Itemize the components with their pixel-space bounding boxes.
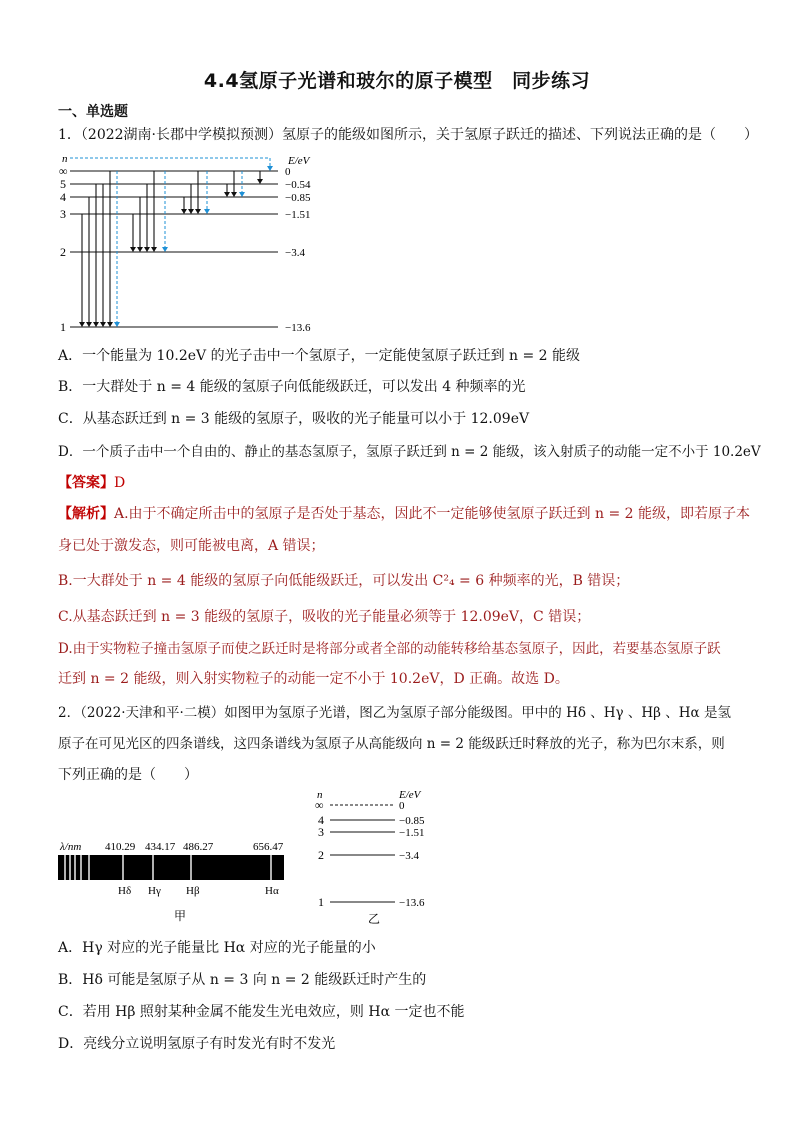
answer-value: D: [114, 475, 126, 491]
analysis-label: 【解析】: [58, 506, 114, 522]
q2-option-b: B．Hδ 可能是氢原子从 n = 3 向 n = 2 能级跃迁时产生的: [58, 972, 427, 988]
page-title: 4.4氢原子光谱和玻尔的原子模型 同步练习: [203, 70, 591, 92]
q2-energy-label-1: −13.6: [399, 897, 425, 909]
section-heading: 一、单选题: [58, 104, 128, 120]
q2-stem-line-2: 原子在可见光区的四条谱线，这四条谱线为氢原子从高能级向 n = 2 能级跃迁时释放的光子，称为巴尔末系，则: [58, 736, 725, 752]
q2-hydrogen-spectrum: [56, 835, 296, 925]
q1-analysis-line-5: D.由于实物粒子撞击氢原子而使之跃迁时是将部分或者全部的动能转移给基态氢原子，因此，若要基态氢原子跃: [58, 641, 721, 657]
q1-energy-label-3: −1.51: [285, 209, 311, 221]
spectrum-band: [58, 855, 284, 880]
q1-analysis-line-1: [58, 503, 750, 523]
q1-level-label-inf: ∞: [59, 164, 68, 178]
q2-e-header: E/eV: [399, 789, 421, 801]
q1-option-d: D．一个质子击中一个自由的、静止的基态氢原子，氢原子跃迁到 n = 2 能级，该入射质子的动能一定不小于 10.2eV: [58, 444, 761, 460]
q2-level-lines: [330, 820, 395, 902]
q1-level-label-2: 2: [60, 245, 66, 259]
q1-analysis-line-4: C.从基态跃迁到 n = 3 能级的氢原子，吸收的光子能量必须等于 12.09eV，C 错误；: [58, 609, 591, 625]
q1-answer: [58, 472, 125, 492]
q2-option-a: A．Hγ 对应的光子能量比 Hα 对应的光子能量的小: [58, 940, 376, 956]
spectrum-wavelength-hdelta: 410.29: [105, 841, 136, 853]
q2-diagram-caption: 乙: [368, 912, 381, 926]
spectrum-line-hgamma: Hγ: [148, 885, 161, 897]
q1-analysis-line-2: 身已处于激发态，则可能被电离，A 错误；: [58, 538, 325, 554]
q1-energy-label-5: −0.54: [285, 179, 311, 191]
answer-label: 【答案】: [58, 475, 114, 491]
q2-stem-line-1: 2．（2022·天津和平·二模）如图甲为氢原子光谱，图乙为氢原子部分能级图。甲中的 Hδ 、Hγ 、Hβ 、Hα 是氢: [58, 705, 731, 721]
q2-energy-label-inf: 0: [399, 800, 405, 812]
q2-level-label-3: 3: [318, 825, 324, 839]
spectrum-wavelength-halpha: 656.47: [253, 841, 284, 853]
spectrum-unit: λ/nm: [60, 841, 82, 853]
q1-arrowheads: [79, 179, 263, 327]
q2-option-c: C．若用 Hβ 照射某种金属不能发生光电效应，则 Hα 一定也不能: [58, 1004, 465, 1020]
q2-energy-level-diagram: [313, 786, 463, 926]
q1-level-label-4: 4: [60, 190, 66, 204]
spectrum-wavelength-hgamma: 434.17: [145, 841, 176, 853]
q2-level-label-2: 2: [318, 848, 324, 862]
q1-dashed-lines: [70, 158, 270, 324]
q1-analysis-line-3: B.一大群处于 n = 4 能级的氢原子向低能级跃迁，可以发出 C²₄ = 6 种频率的光，B 错误；: [58, 573, 630, 589]
q1-e-header: E/eV: [288, 155, 310, 167]
q1-dashed-arrowheads: [114, 166, 273, 327]
spectrum-line-hbeta: Hβ: [186, 885, 200, 897]
q2-level-label-inf: ∞: [315, 798, 324, 812]
q1-energy-label-2: −3.4: [285, 247, 305, 259]
q1-n-header: n: [62, 153, 68, 165]
spectrum-line-halpha: Hα: [265, 885, 279, 897]
q1-stem: 1．（2022湖南·长郡中学模拟预测）氢原子的能级如图所示，关于氢原子跃迁的描述、下列说法正确的是（ ）: [58, 127, 758, 143]
q2-level-label-4: 4: [318, 813, 324, 827]
spectrum-caption: 甲: [174, 909, 187, 923]
q1-option-a: A．一个能量为 10.2eV 的光子击中一个氢原子，一定能使氢原子跃迁到 n = 2 能级: [58, 348, 581, 364]
q1-level-label-3: 3: [60, 207, 66, 221]
spectrum-wavelength-hbeta: 486.27: [183, 841, 214, 853]
q1-analysis-line-6: 迁到 n = 2 能级，则入射实物粒子的动能一定不小于 10.2eV，D 正确。故选 D。: [58, 671, 569, 687]
q2-energy-label-2: −3.4: [399, 850, 419, 862]
analysis-text: A.由于不确定所击中的氢原子是否处于基态，因此不一定能够使氢原子跃迁到 n = 2 能级，即若原子本: [114, 506, 751, 522]
q1-level-lines: [70, 171, 278, 327]
q2-n-header: n: [317, 789, 323, 801]
q2-level-label-1: 1: [318, 895, 324, 909]
q2-stem-line-3: 下列正确的是（ ）: [58, 767, 198, 783]
spectrum-line-hdelta: Hδ: [118, 885, 132, 897]
q2-energy-label-3: −1.51: [399, 827, 425, 839]
q1-level-label-5: 5: [60, 177, 66, 191]
q1-energy-label-1: −13.6: [285, 322, 311, 334]
q1-energy-level-diagram: [56, 150, 356, 335]
q2-option-d: D．亮线分立说明氢原子有时发光有时不发光: [58, 1036, 336, 1052]
q1-energy-label-inf: 0: [285, 166, 291, 178]
q2-energy-label-4: −0.85: [399, 815, 425, 827]
q1-option-b: B．一大群处于 n = 4 能级的氢原子向低能级跃迁，可以发出 4 种频率的光: [58, 379, 526, 395]
q1-energy-label-4: −0.85: [285, 192, 311, 204]
q1-level-label-1: 1: [60, 320, 66, 334]
q1-option-c: C．从基态跃迁到 n = 3 能级的氢原子，吸收的光子能量可以小于 12.09eV: [58, 411, 530, 427]
